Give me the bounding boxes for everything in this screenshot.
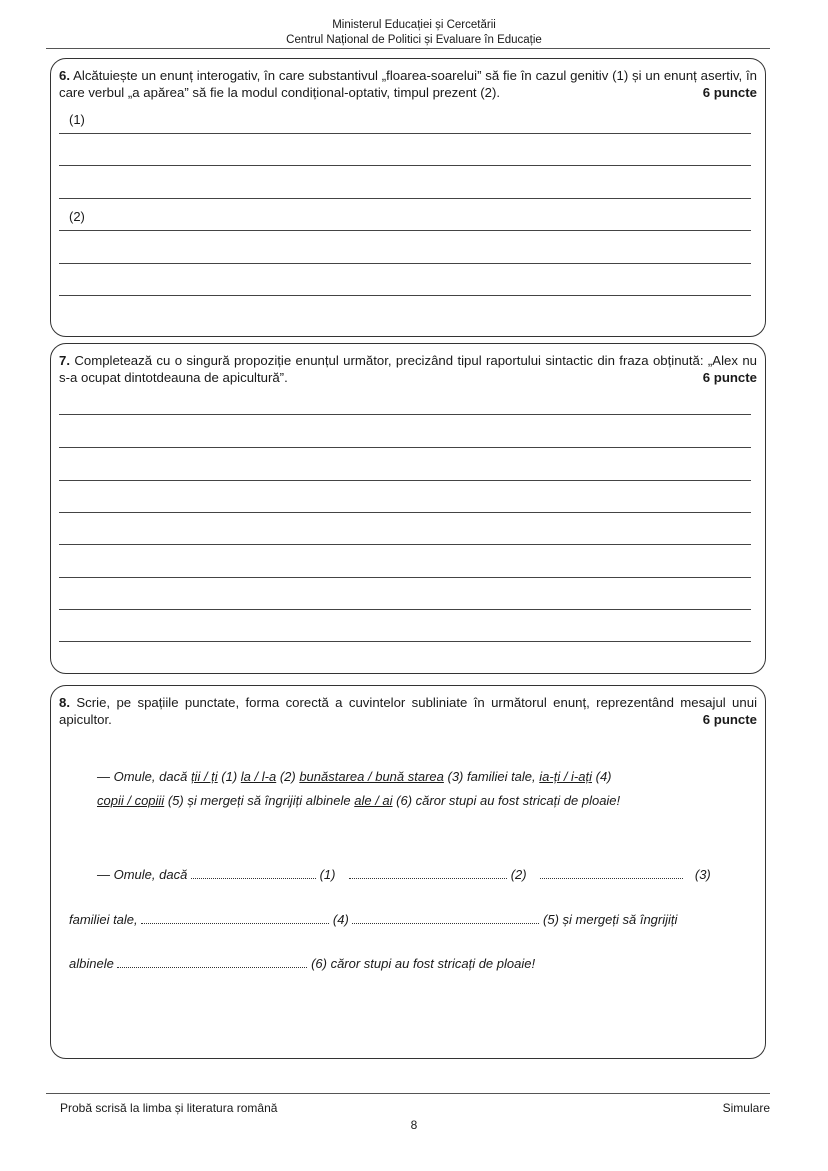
fill-text: familiei tale, — [69, 912, 138, 927]
question-7-box — [50, 343, 766, 674]
question-7-prompt — [59, 352, 757, 386]
example-text: (4) — [592, 769, 612, 784]
underlined-option-5: copii / copiii — [97, 793, 165, 808]
question-6-number: 6. — [59, 68, 70, 83]
question-8-points: 6 puncte — [702, 712, 757, 727]
header-ministry: Ministerul Educației și Cercetării — [332, 19, 496, 31]
answer-line[interactable] — [59, 198, 751, 199]
answer-line[interactable] — [59, 544, 751, 545]
underlined-option-6: ale / ai — [354, 793, 393, 808]
answer-line[interactable] — [59, 512, 751, 513]
fill-number: (4) — [332, 912, 349, 927]
answer-label-1: (1) — [69, 112, 85, 127]
footer-exam-title: Probă scrisă la limba și literatura română — [60, 1101, 278, 1115]
footer-divider — [46, 1093, 770, 1094]
example-text: (1) — [217, 769, 241, 784]
answer-line[interactable] — [59, 133, 751, 134]
header-center: Centrul Național de Politici și Evaluare în Educație — [286, 34, 542, 46]
example-text: (5) și mergeți să îngrijiți albinele — [164, 793, 355, 808]
fill-number: (2) — [510, 867, 527, 882]
question-6-points: 6 puncte — [702, 85, 757, 100]
header-divider — [46, 48, 770, 49]
page-number: 8 — [410, 1118, 418, 1132]
fill-number: (3) — [694, 867, 711, 882]
answer-line[interactable] — [59, 577, 751, 578]
question-7-text: Completează cu o singură propoziție enunțul următor, precizând tipul raportului sintactic din fraza obținută: „Alex nu s-a ocupat dintotdeauna de apicultură”. — [59, 353, 757, 385]
fill-blank-3[interactable] — [540, 868, 683, 879]
fill-blank-2[interactable] — [349, 868, 507, 879]
question-8-prompt — [59, 694, 757, 728]
page-header — [0, 18, 828, 48]
question-8-box — [50, 685, 766, 1059]
question-8-text: Scrie, pe spațiile punctate, forma corectă a cuvintelor subliniate în următorul enunț, reprezentând mesajul unui apicultor. — [59, 695, 757, 727]
fill-text: albinele — [69, 956, 114, 971]
answer-line[interactable] — [59, 447, 751, 448]
answer-line[interactable] — [59, 641, 751, 642]
fill-number: (1) — [319, 867, 336, 882]
question-7-number: 7. — [59, 353, 70, 368]
fill-blank-1[interactable] — [191, 868, 316, 879]
question-6-box — [50, 58, 766, 337]
fill-blank-6[interactable] — [117, 957, 307, 968]
answer-line[interactable] — [59, 414, 751, 415]
fill-blank-4[interactable] — [141, 913, 329, 924]
example-text: (3) familiei tale, — [443, 769, 540, 784]
fill-row-2 — [69, 911, 677, 928]
fill-blank-5[interactable] — [352, 913, 539, 924]
example-text: (2) — [276, 769, 300, 784]
question-7-points: 6 puncte — [702, 370, 757, 385]
answer-line[interactable] — [59, 295, 751, 296]
question-6-text: Alcătuiește un enunț interogativ, în care substantivul „floarea-soarelui” să fie în cazul genitiv (1) și un enunț asertiv, în care verbul „a apărea” să fie la modul condițional-optativ, timpul prezent (2). — [59, 68, 757, 100]
answer-line[interactable] — [59, 230, 751, 231]
example-text: — Omule, dacă — [97, 769, 191, 784]
fill-row-3 — [69, 955, 535, 972]
footer-exam-type: Simulare — [722, 1101, 770, 1115]
underlined-option-3: bunăstarea / bună starea — [299, 769, 444, 784]
answer-line[interactable] — [59, 263, 751, 264]
fill-row-1 — [97, 866, 711, 883]
fill-text: (5) și mergeți să îngrijiți — [543, 912, 678, 927]
answer-line[interactable] — [59, 480, 751, 481]
underlined-option-2: la / l-a — [240, 769, 277, 784]
answer-line[interactable] — [59, 165, 751, 166]
example-text: (6) căror stupi au fost stricați de ploaie! — [392, 793, 621, 808]
fill-text: (6) căror stupi au fost stricați de ploaie! — [311, 956, 536, 971]
fill-text: — Omule, dacă — [97, 867, 188, 882]
answer-label-2: (2) — [69, 209, 85, 224]
question-8-example — [97, 765, 725, 813]
underlined-option-4: ia-ți / i-ați — [539, 769, 592, 784]
underlined-option-1: ții / ți — [190, 769, 218, 784]
question-6-prompt — [59, 67, 757, 101]
answer-line[interactable] — [59, 609, 751, 610]
question-8-number: 8. — [59, 695, 70, 710]
